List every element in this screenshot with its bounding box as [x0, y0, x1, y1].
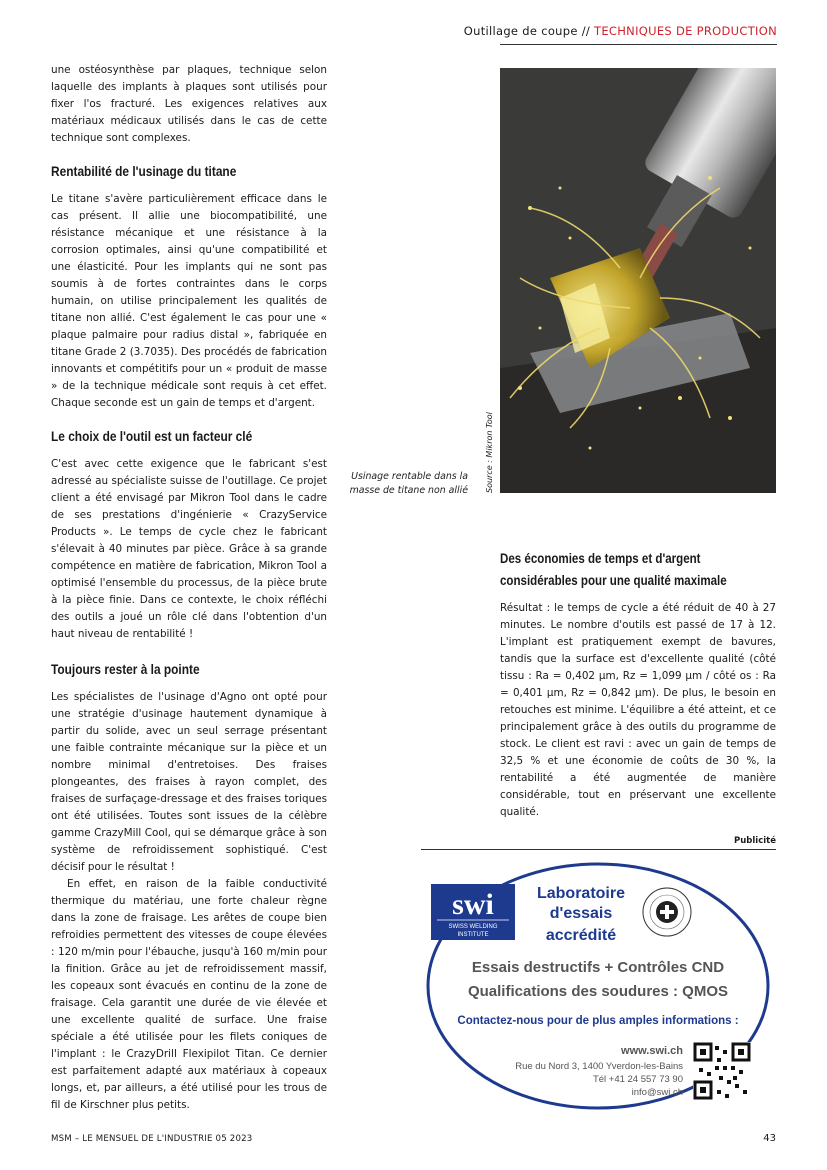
ad-website: www.swi.ch [621, 1045, 683, 1057]
ad-line-qualifications: Qualifications des soudures : QMOS [467, 983, 729, 1000]
ad-email: info@swi.ch [631, 1087, 683, 1098]
photo-caption: Usinage rentable dans la masse de titane non allié [349, 471, 468, 496]
heading-titanium-profitability: Rentabilité de l'usinage du titane [51, 163, 237, 179]
header-section: Outillage de coupe [463, 24, 578, 38]
ad-title-line1: Laboratoire [536, 885, 626, 902]
ad-line-tests: Essais destructifs + Contrôles CND [471, 959, 725, 976]
heading-tool-choice: Le choix de l'outil est un facteur clé [51, 428, 253, 444]
result-paragraph: Résultat : le temps de cycle a été réduit de 40 à 27 minutes. Le nombre d'outils est passé de 17 à 12. L'implant est pratiquement exempt de bavures, tandis que la surface est d'excellente qualité (côté tissu : Ra = 0,402 µm, Rz = 1,099 µm / côté os : Ra = 0,401 µm, Rz = 0,842 µm). De plus, le besoin en retouches est minime. L'équilibre a été atteint, et ce principalement grâce à des outils du programme de stock. Le client est ravi : avec un gain de temps de 32,5 % et une économie de coûts de 30 %, la rentabilité a été augmentée de manière considérable, tout en préservant une excellente qualité. [500, 602, 776, 818]
advert-rule [421, 849, 776, 850]
intro-paragraph: une ostéosynthèse par plaques, technique selon laquelle des implants à plaques sont utilisés pour fixer l'os fracturé. Les exigences relatives aux matériaux médicaux utilisés dans le cas de cette technique sont complexes. [51, 64, 327, 144]
swi-logo-text: swi [452, 888, 494, 921]
swi-ad-artwork [421, 860, 775, 1113]
ad-phone: Tél +41 24 557 73 90 [592, 1074, 683, 1085]
qr-code-icon [693, 1042, 751, 1100]
accreditation-seal-icon [643, 888, 691, 936]
header-rule [500, 44, 777, 45]
cooling-paragraph: En effet, en raison de la faible conductivité thermique du matériau, une forte chaleur règne dans la zone de fraisage. Les arêtes de coupe bien refroidies permettent des vitesses de coupe élevées : 120 m/min pour l'ébauche, jusqu'à 160 m/min pour la finition. Grâce au jet de refroidissement massif, les copeaux sont évacués en continu de la zone de fraisage. Cela garantit une durée de vie élevée et une excellente qualité de surface. Une fraise spéciale a été utilisée pour les filets coniques de l'implant : le CrazyDrill Flexipilot Titan. Ce dernier est parfaitement adapté aux matériaux à copeaux longs, et, par ailleurs, a été utilisé pour les trous de fil de Kirschner plus petits. [51, 878, 327, 1111]
titanium-paragraph: Le titane s'avère particulièrement efficace dans le cas présent. Il allie une biocompatibilité, une résistance mécanique et une résistance à la corrosion optimales, ainsi qu'une compatibilité et une élasticité. Pour les implants qui ne sont pas soumis à de fortes contraintes dans le corps humain, on utilise principalement les qualités de titane non allié. C'est également le cas pour une « plaque palmaire pour radius distal », fabriquée en titane Grade 2 (3.7035). Des procédés de fabrication innovants et compétitifs pour un « produit de masse » de la technique médicale sont requis à cet effet. Chaque seconde est un gain de temps et d'argent. [51, 193, 327, 409]
footer-publication: MSM – LE MENSUEL DE L'INDUSTRIE 05 2023 [51, 1134, 253, 1144]
ad-title-line3: accrédité [545, 927, 617, 944]
milling-illustration [500, 68, 776, 493]
ad-title-line2: d'essais [549, 905, 613, 922]
header-separator: // [581, 24, 591, 38]
header-category: TECHNIQUES DE PRODUCTION [594, 24, 777, 38]
ad-address: Rue du Nord 3, 1400 Yverdon-les-Bains [515, 1061, 683, 1072]
swi-logo-sub1: SWISS WELDING [448, 924, 498, 930]
strategy-paragraph: Les spécialistes de l'usinage d'Agno ont opté pour une stratégie d'usinage hautement dynamique à partir du solide, avec un seul serrage présentant une faible contrainte mécanique sur la pièce et un nombre minimal d'entretoises. Des fraises plongeantes, des fraises à rayon complet, des fraises de surfaçage-dressage et des fraises toriques ont été utilisées. Toutes sont issues de la célèbre gamme CrazyMill Cool, qui se démarque grâce à son système de refroidissement sophistiqué. C'est décisif pour le résultat ! [51, 691, 327, 873]
photo-credit: Source : Mikron Tool [485, 412, 494, 493]
running-header [464, 24, 777, 38]
advert-label: Publicité [734, 836, 776, 846]
ad-contact-line: Contactez-nous pour de plus amples informations : [457, 1015, 739, 1027]
swi-logo-sub2: INSTITUTE [457, 932, 489, 938]
milling-photo [500, 68, 776, 493]
left-column [51, 62, 327, 1114]
heading-savings: Des économies de temps et d'argent considérables pour une qualité maximale [500, 551, 727, 588]
page-number: 43 [763, 1133, 776, 1144]
tool-choice-paragraph: C'est avec cette exigence que le fabricant s'est adressé au spécialiste suisse de l'outillage. Ce projet client a été envisagé par Mikron Tool dans le cadre de ses prestations d'ingénierie « CrazyService Products ». Le temps de cycle chez le fabricant s'élevait à 40 minutes par pièce. Grâce à sa grande compétence en matière de fabrication, Mikron Tool a optimisé l'ensemble du processus, de la pièce brute à la pièce finie. Dans ce contexte, le choix réfléchi des outils a joué un rôle clé dans l'obtention d'un haut niveau de rentabilité ! [51, 458, 327, 640]
heading-stay-ahead: Toujours rester à la pointe [51, 661, 200, 677]
swi-advertisement[interactable] [421, 860, 775, 1113]
right-column [500, 548, 776, 821]
